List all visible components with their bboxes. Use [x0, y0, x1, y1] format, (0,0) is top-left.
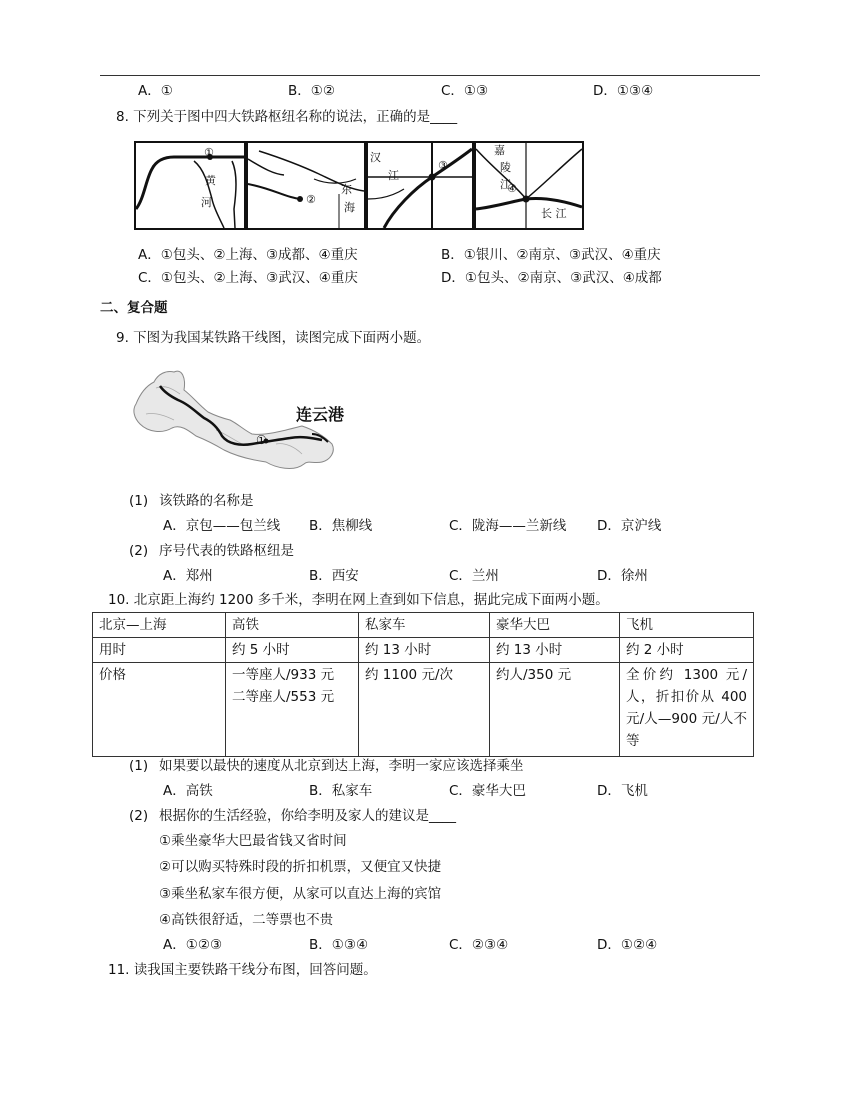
q8-map-label-n4: ④: [507, 182, 517, 195]
q11-stem: 11. 读我国主要铁路干线分布图，回答问题。: [108, 962, 377, 978]
q7-option-a: A．①: [138, 83, 173, 99]
q8-option-b: B．①银川、②南京、③武汉、④重庆: [441, 247, 661, 263]
q8-railway-hubs-map: [134, 139, 585, 231]
table-row: [93, 613, 754, 638]
q8-map-label-n2: ②: [306, 193, 316, 206]
q7-option-b: B．①②: [288, 83, 335, 99]
q10-sub2-option-d: D．①②④: [597, 937, 658, 953]
q8-option-a: A．①包头、②上海、③成都、④重庆: [138, 247, 358, 263]
q8-map-label-hai: 海: [344, 201, 355, 214]
table-cell: 约 2 小时: [620, 638, 754, 663]
table-cell: 约 5 小时: [226, 638, 359, 663]
q9-sub1-text: 该铁路的名称是: [159, 493, 254, 509]
q9-railway-map: [126, 364, 366, 474]
table-cell: 约 1100 元/次: [359, 663, 490, 757]
q10-sub1-option-b: B．私家车: [309, 783, 373, 799]
table-cell: 飞机: [620, 613, 754, 638]
q9-sub2-option-b: B．西安: [309, 568, 359, 584]
q10-sub1-option-c: C．豪华大巴: [449, 783, 526, 799]
q8-map-label-han: 汉: [370, 151, 381, 164]
q9-stem: 9. 下图为我国某铁路干线图，读图完成下面两小题。: [116, 330, 431, 346]
q9-sub2-option-a: A．郑州: [163, 568, 213, 584]
q10-sub1-option-a: A．高铁: [163, 783, 213, 799]
table-cell: 北京—上海: [93, 613, 226, 638]
q8-option-c: C．①包头、②上海、③武汉、④重庆: [138, 270, 358, 286]
table-cell: 价格: [93, 663, 226, 757]
q10-sub2-option-c: C．②③④: [449, 937, 509, 953]
table-cell: 用时: [93, 638, 226, 663]
q10-sub1-option-d: D．飞机: [597, 783, 648, 799]
q9-sub1-option-a: A．京包——包兰线: [163, 518, 281, 534]
q10-sub2-item: ②可以购买特殊时段的折扣机票，又便宜又快捷: [159, 859, 442, 875]
q10-sub1-num: (1): [129, 758, 149, 774]
q10-sub2-option-b: B．①③④: [309, 937, 369, 953]
q10-sub2-item: ③乘坐私家车很方便，从家可以直达上海的宾馆: [159, 886, 442, 902]
q8-map-label-jiang2: 江: [500, 178, 511, 191]
q10-sub1-text: 如果要以最快的速度从北京到达上海，李明一家应该选择乘坐: [159, 758, 524, 774]
section-heading: 二、复合题: [100, 300, 168, 316]
q8-map-label-n1: ①: [204, 146, 214, 159]
table-cell: 豪华大巴: [490, 613, 620, 638]
q8-map-label-huang: 黄: [205, 174, 216, 187]
table-cell: 私家车: [359, 613, 490, 638]
q10-sub2-item: ④高铁很舒适，二等票也不贵: [159, 912, 334, 928]
q8-map-label-changjiang: 长 江: [541, 207, 567, 220]
q9-map-label-n1: ①: [256, 433, 267, 447]
table-cell: 全价约 1300 元/人，折扣价从 400 元/人—900 元/人不等: [620, 663, 754, 757]
q7-option-d: D．①③④: [593, 83, 654, 99]
q8-map-label-jia: 嘉: [494, 144, 505, 157]
q10-sub2-num: (2): [129, 808, 149, 824]
table-row: [93, 638, 754, 663]
table-cell: 约 13 小时: [359, 638, 490, 663]
q7-option-c: C．①③: [441, 83, 489, 99]
q9-sub1-option-d: D．京沪线: [597, 518, 662, 534]
q8-map-label-dong: 东: [341, 183, 352, 196]
table-row: [93, 663, 754, 757]
q9-sub1-option-b: B．焦柳线: [309, 518, 373, 534]
q8-option-d: D．①包头、②南京、③武汉、④成都: [441, 270, 662, 286]
table-cell: 一等座人/933 元 二等座人/553 元: [226, 663, 359, 757]
table-cell: 约人/350 元: [490, 663, 620, 757]
q8-map-label-ling: 陵: [500, 161, 511, 174]
q10-sub2-item: ①乘坐豪华大巴最省钱又省时间: [159, 833, 347, 849]
q8-map-label-he: 河: [201, 196, 212, 209]
q9-map-label-port: 连云港: [296, 405, 345, 424]
q8-map-label-n3: ③: [438, 159, 448, 172]
q9-sub1-option-c: C．陇海——兰新线: [449, 518, 567, 534]
q10-stem: 10. 北京距上海约 1200 多千米，李明在网上查到如下信息，据此完成下面两小题。: [108, 592, 609, 608]
q8-map-label-jiang1: 江: [388, 169, 399, 182]
table-cell: 高铁: [226, 613, 359, 638]
q9-sub2-option-d: D．徐州: [597, 568, 648, 584]
q9-sub1-num: (1): [129, 493, 149, 509]
q10-sub2-text: 根据你的生活经验，你给李明及家人的建议是____: [159, 808, 456, 824]
q10-sub2-option-a: A．①②③: [163, 937, 223, 953]
q9-sub2-option-c: C．兰州: [449, 568, 499, 584]
q9-sub2-text: 序号代表的铁路枢纽是: [159, 543, 294, 559]
top-rule: [100, 75, 760, 76]
q9-sub2-num: (2): [129, 543, 149, 559]
table-cell: 约 13 小时: [490, 638, 620, 663]
q10-travel-table: [92, 612, 754, 757]
q8-stem: 8. 下列关于图中四大铁路枢纽名称的说法，正确的是____: [116, 109, 458, 125]
